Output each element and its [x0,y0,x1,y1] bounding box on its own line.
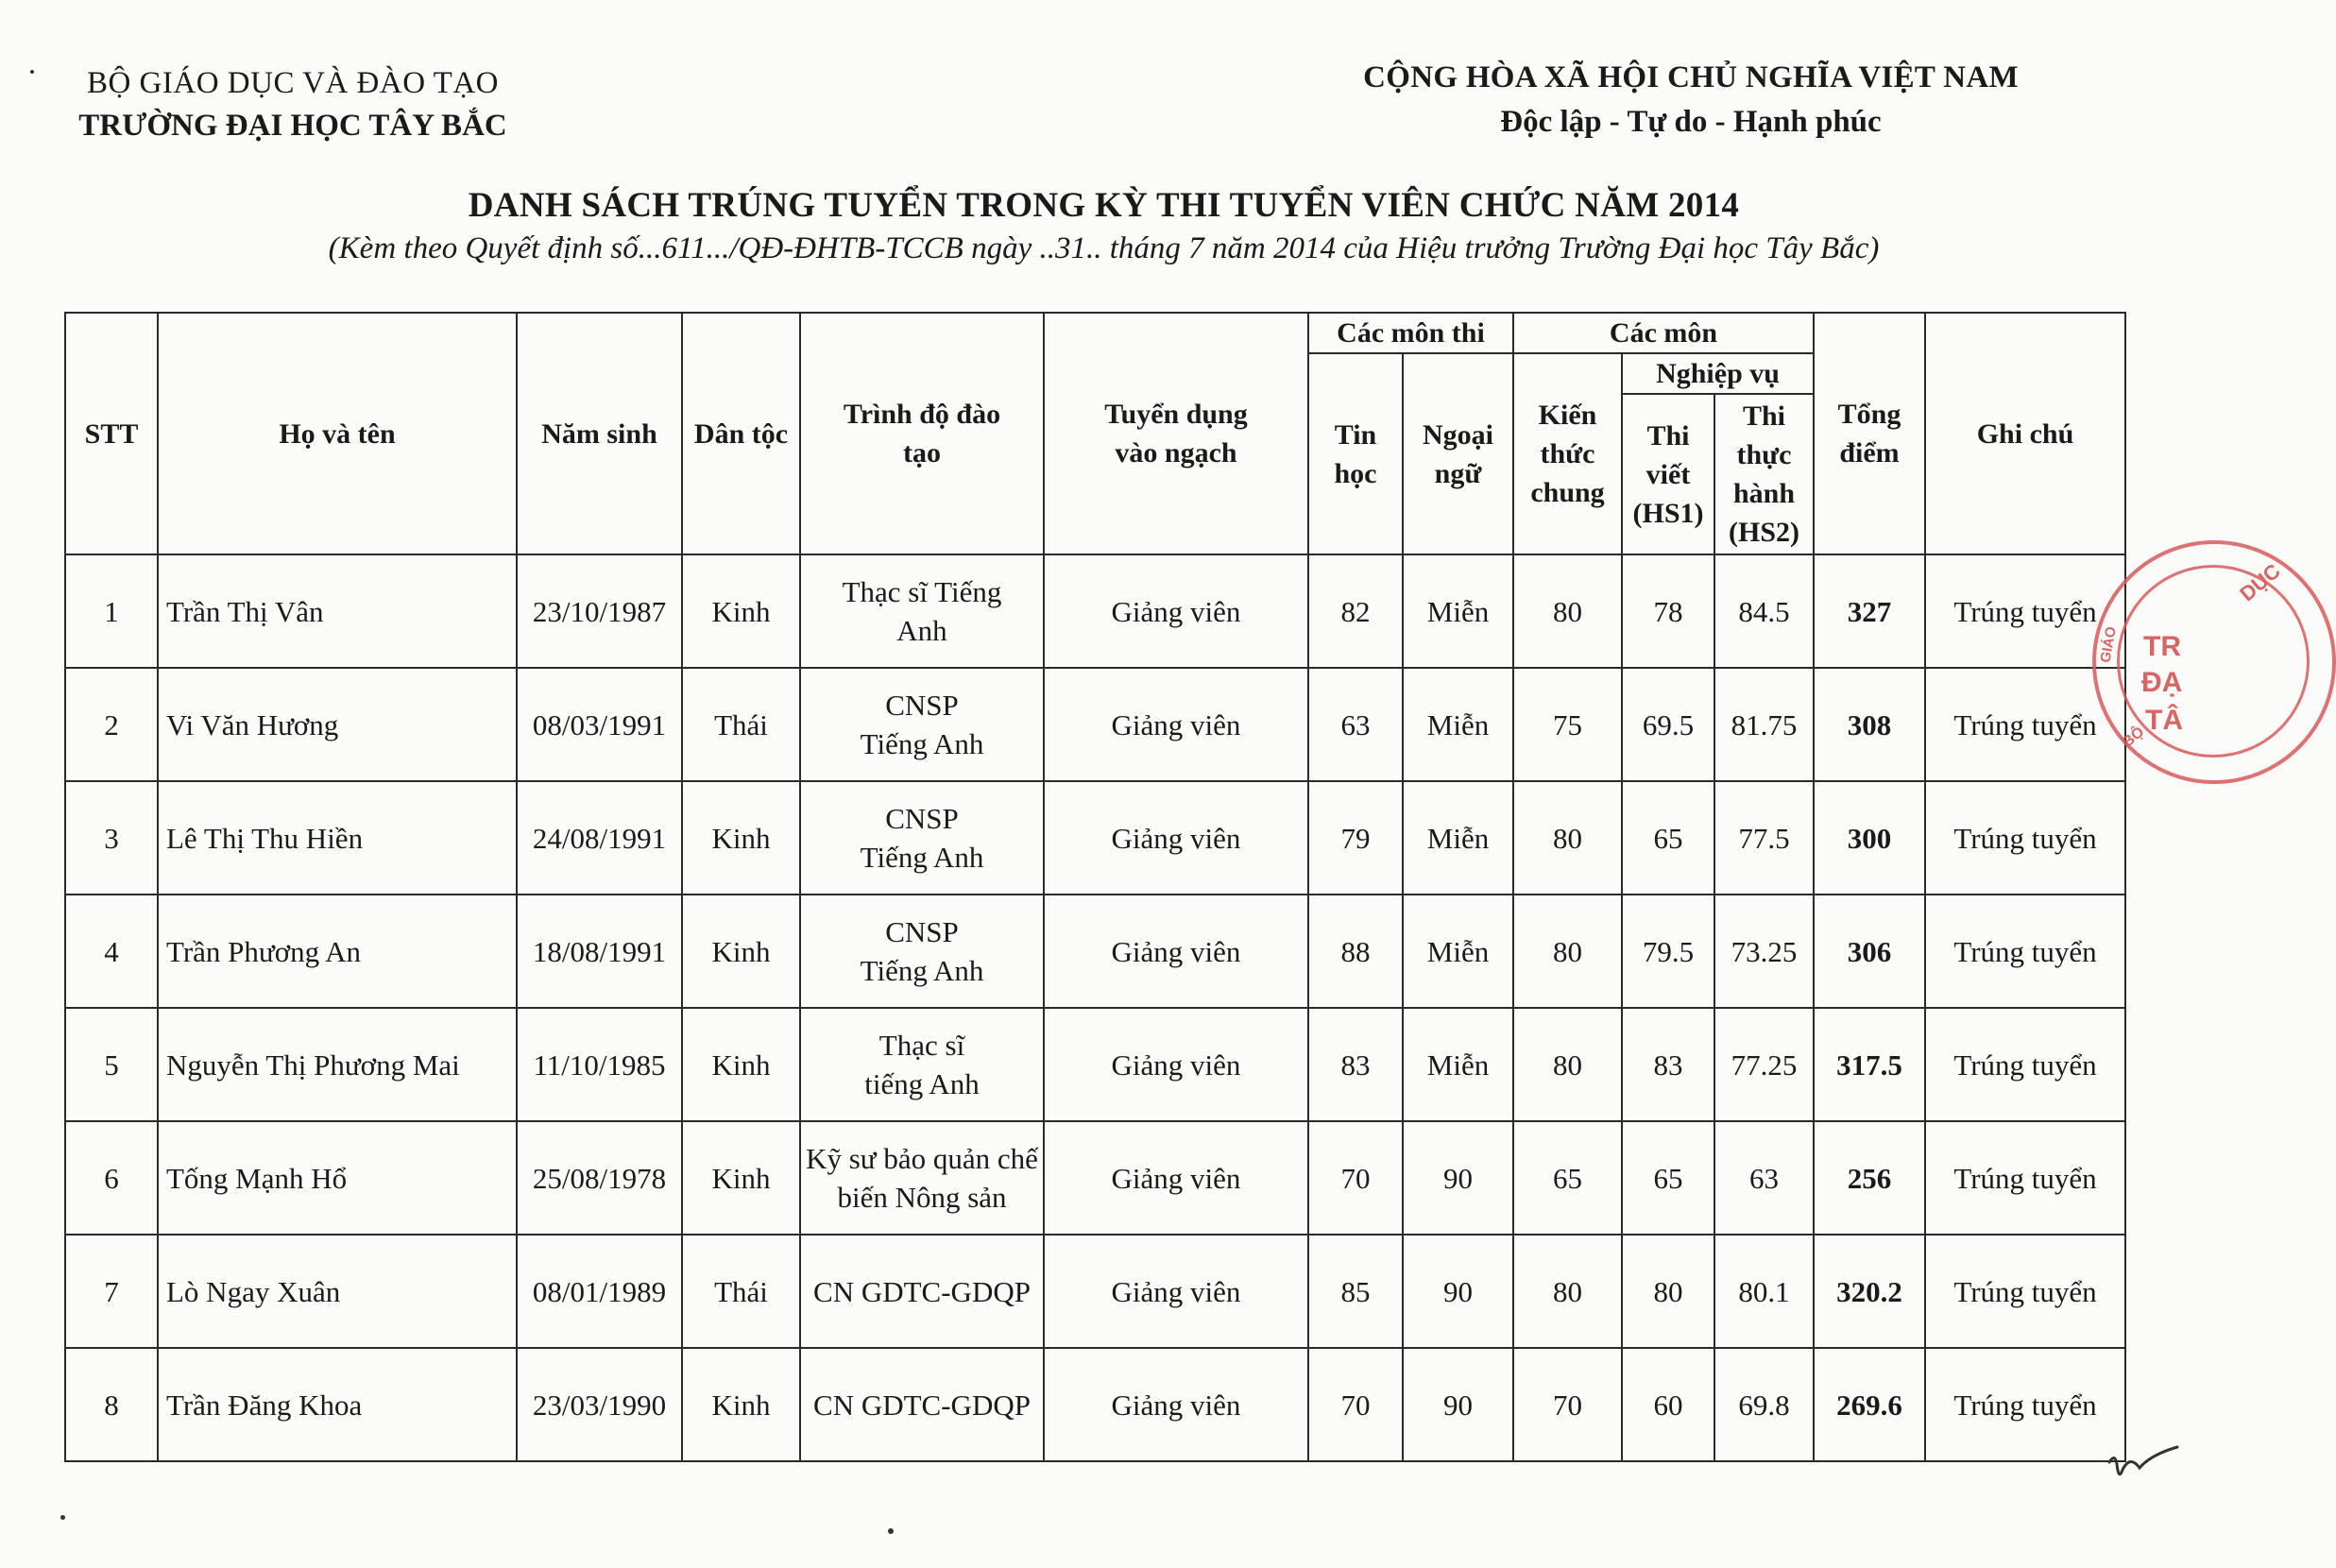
table-row [65,1008,2125,1121]
cell-written: 65 [1622,781,1714,895]
cell-foreign: 90 [1403,1348,1513,1461]
cell-general: 80 [1513,1235,1622,1348]
cell-stt: 3 [65,781,158,895]
cell-practical: 73.25 [1714,895,1814,1008]
col-practical: Thi thực hành (HS2) [1714,394,1814,554]
cell-general: 70 [1513,1348,1622,1461]
cell-practical: 63 [1714,1121,1814,1235]
cell-note: Trúng tuyển [1925,1121,2125,1235]
cell-rank: Giảng viên [1044,668,1308,781]
cell-education: CNSP Tiếng Anh [800,668,1044,781]
cell-name: Trần Thị Vân [158,554,517,668]
cell-foreign: Miễn [1403,781,1513,895]
col-education: Trình độ đào tạo [800,313,1044,554]
scan-speck [60,1515,65,1520]
document-title: DANH SÁCH TRÚNG TUYỂN TRONG KỲ THI TUYỂN VIÊN CHỨC NĂM 2014 [468,186,1740,225]
col-rank: Tuyển dụng vào ngạch [1044,313,1308,554]
seal-text: GIÁO [2097,625,2120,664]
cell-note: Trúng tuyển [1925,895,2125,1008]
cell-it: 85 [1308,1235,1403,1348]
table-body [65,554,2125,1461]
cell-rank: Giảng viên [1044,1348,1308,1461]
seal-text: DỤC [2235,558,2285,606]
cell-ethnic: Kinh [682,1121,800,1235]
cell-written: 65 [1622,1121,1714,1235]
cell-general: 80 [1513,554,1622,668]
col-ethnic: Dân tộc [682,313,800,554]
cell-general: 75 [1513,668,1622,781]
cell-note: Trúng tuyển [1925,668,2125,781]
cell-foreign: Miễn [1403,554,1513,668]
table-row [65,554,2125,668]
cell-stt: 7 [65,1235,158,1348]
ministry-name: BỘ GIÁO DỤC VÀ ĐÀO TẠO [86,66,500,100]
cell-note: Trúng tuyển [1925,781,2125,895]
col-group-exam: Các môn thi [1308,313,1513,353]
header-right [1256,60,2125,140]
cell-education: Thạc sĩ Tiếng Anh [800,554,1044,668]
cell-birth: 08/03/1991 [517,668,682,781]
red-seal-stamp [2092,540,2336,784]
national-motto: Độc lập - Tự do - Hạnh phúc [1500,105,1882,139]
cell-foreign: Miễn [1403,1008,1513,1121]
cell-it: 70 [1308,1348,1403,1461]
cell-it: 82 [1308,554,1403,668]
cell-practical: 80.1 [1714,1235,1814,1348]
cell-name: Nguyễn Thị Phương Mai [158,1008,517,1121]
cell-education: CN GDTC-GDQP [800,1235,1044,1348]
cell-note: Trúng tuyển [1925,1348,2125,1461]
cell-education: CNSP Tiếng Anh [800,781,1044,895]
cell-practical: 77.25 [1714,1008,1814,1121]
cell-general: 65 [1513,1121,1622,1235]
cell-birth: 08/01/1989 [517,1235,682,1348]
cell-education: Kỹ sư bảo quản chế biến Nông sản [800,1121,1044,1235]
cell-total: 269.6 [1814,1348,1925,1461]
col-foreign: Ngoại ngữ [1403,353,1513,554]
seal-text: BỘ [2120,724,2148,751]
col-it: Tin học [1308,353,1403,554]
seal-text: TR [2143,631,2181,662]
table-row [65,668,2125,781]
cell-it: 63 [1308,668,1403,781]
cell-total: 256 [1814,1121,1925,1235]
cell-education: Thạc sĩ tiếng Anh [800,1008,1044,1121]
seal-text: ĐẠ [2141,667,2183,698]
table-row [65,1235,2125,1348]
cell-foreign: Miễn [1403,895,1513,1008]
cell-education: CN GDTC-GDQP [800,1348,1044,1461]
cell-practical: 84.5 [1714,554,1814,668]
cell-total: 317.5 [1814,1008,1925,1121]
col-name: Họ và tên [158,313,517,554]
cell-ethnic: Kinh [682,895,800,1008]
results-table [64,312,2126,1462]
col-general: Kiến thức chung [1513,353,1622,554]
cell-practical: 69.8 [1714,1348,1814,1461]
cell-rank: Giảng viên [1044,1121,1308,1235]
table-header [65,313,2125,554]
table-row [65,1348,2125,1461]
col-note: Ghi chú [1925,313,2125,554]
cell-rank: Giảng viên [1044,1235,1308,1348]
cell-total: 300 [1814,781,1925,895]
cell-written: 69.5 [1622,668,1714,781]
cell-ethnic: Kinh [682,1008,800,1121]
cell-general: 80 [1513,1008,1622,1121]
cell-birth: 25/08/1978 [517,1121,682,1235]
cell-it: 83 [1308,1008,1403,1121]
cell-birth: 24/08/1991 [517,781,682,895]
cell-ethnic: Kinh [682,781,800,895]
cell-written: 83 [1622,1008,1714,1121]
cell-name: Vi Văn Hương [158,668,517,781]
cell-rank: Giảng viên [1044,554,1308,668]
cell-written: 80 [1622,1235,1714,1348]
results-table-wrapper [64,312,2126,1462]
cell-it: 70 [1308,1121,1403,1235]
cell-stt: 6 [65,1121,158,1235]
university-name: TRƯỜNG ĐẠI HỌC TÂY BẮC [78,109,507,143]
cell-rank: Giảng viên [1044,895,1308,1008]
cell-name: Lò Ngay Xuân [158,1235,517,1348]
cell-written: 78 [1622,554,1714,668]
table-row [65,781,2125,895]
col-group-subjects: Các môn [1513,313,1814,353]
document-subtitle: (Kèm theo Quyết định số...611.../QĐ-ĐHTB-TCCB ngày ..31.. tháng 7 năm 2014 của Hiệu trưởng Trường Đại học Tây Bắc) [328,231,1880,265]
table-row [65,1121,2125,1235]
col-group-prof: Nghiệp vụ [1622,353,1814,394]
seal-text: TÂ [2145,705,2183,736]
cell-stt: 4 [65,895,158,1008]
country-name: CỘNG HÒA XÃ HỘI CHỦ NGHĨA VIỆT NAM [1363,60,2019,94]
col-written: Thi viết (HS1) [1622,394,1714,554]
cell-note: Trúng tuyển [1925,1235,2125,1348]
cell-stt: 1 [65,554,158,668]
cell-birth: 23/03/1990 [517,1348,682,1461]
col-stt: STT [65,313,158,554]
cell-written: 79.5 [1622,895,1714,1008]
cell-it: 88 [1308,895,1403,1008]
cell-general: 80 [1513,781,1622,895]
cell-total: 320.2 [1814,1235,1925,1348]
cell-birth: 18/08/1991 [517,895,682,1008]
cell-name: Lê Thị Thu Hiền [158,781,517,895]
cell-total: 306 [1814,895,1925,1008]
cell-birth: 23/10/1987 [517,554,682,668]
cell-education: CNSP Tiếng Anh [800,895,1044,1008]
cell-ethnic: Kinh [682,554,800,668]
cell-general: 80 [1513,895,1622,1008]
cell-name: Tống Mạnh Hổ [158,1121,517,1235]
table-row [65,895,2125,1008]
cell-written: 60 [1622,1348,1714,1461]
cell-note: Trúng tuyển [1925,554,2125,668]
cell-ethnic: Thái [682,1235,800,1348]
header-left [66,66,520,144]
cell-practical: 77.5 [1714,781,1814,895]
cell-practical: 81.75 [1714,668,1814,781]
cell-foreign: 90 [1403,1121,1513,1235]
cell-birth: 11/10/1985 [517,1008,682,1121]
scan-speck [888,1528,894,1534]
cell-total: 308 [1814,668,1925,781]
cell-total: 327 [1814,554,1925,668]
cell-rank: Giảng viên [1044,781,1308,895]
col-total: Tổng điểm [1814,313,1925,554]
cell-stt: 5 [65,1008,158,1121]
scan-speck [30,70,34,74]
cell-it: 79 [1308,781,1403,895]
cell-stt: 8 [65,1348,158,1461]
cell-name: Trần Phương An [158,895,517,1008]
cell-foreign: Miễn [1403,668,1513,781]
signature-mark [2102,1436,2196,1492]
cell-name: Trần Đăng Khoa [158,1348,517,1461]
cell-rank: Giảng viên [1044,1008,1308,1121]
cell-foreign: 90 [1403,1235,1513,1348]
cell-ethnic: Kinh [682,1348,800,1461]
col-birth: Năm sinh [517,313,682,554]
cell-note: Trúng tuyển [1925,1008,2125,1121]
cell-ethnic: Thái [682,668,800,781]
cell-stt: 2 [65,668,158,781]
